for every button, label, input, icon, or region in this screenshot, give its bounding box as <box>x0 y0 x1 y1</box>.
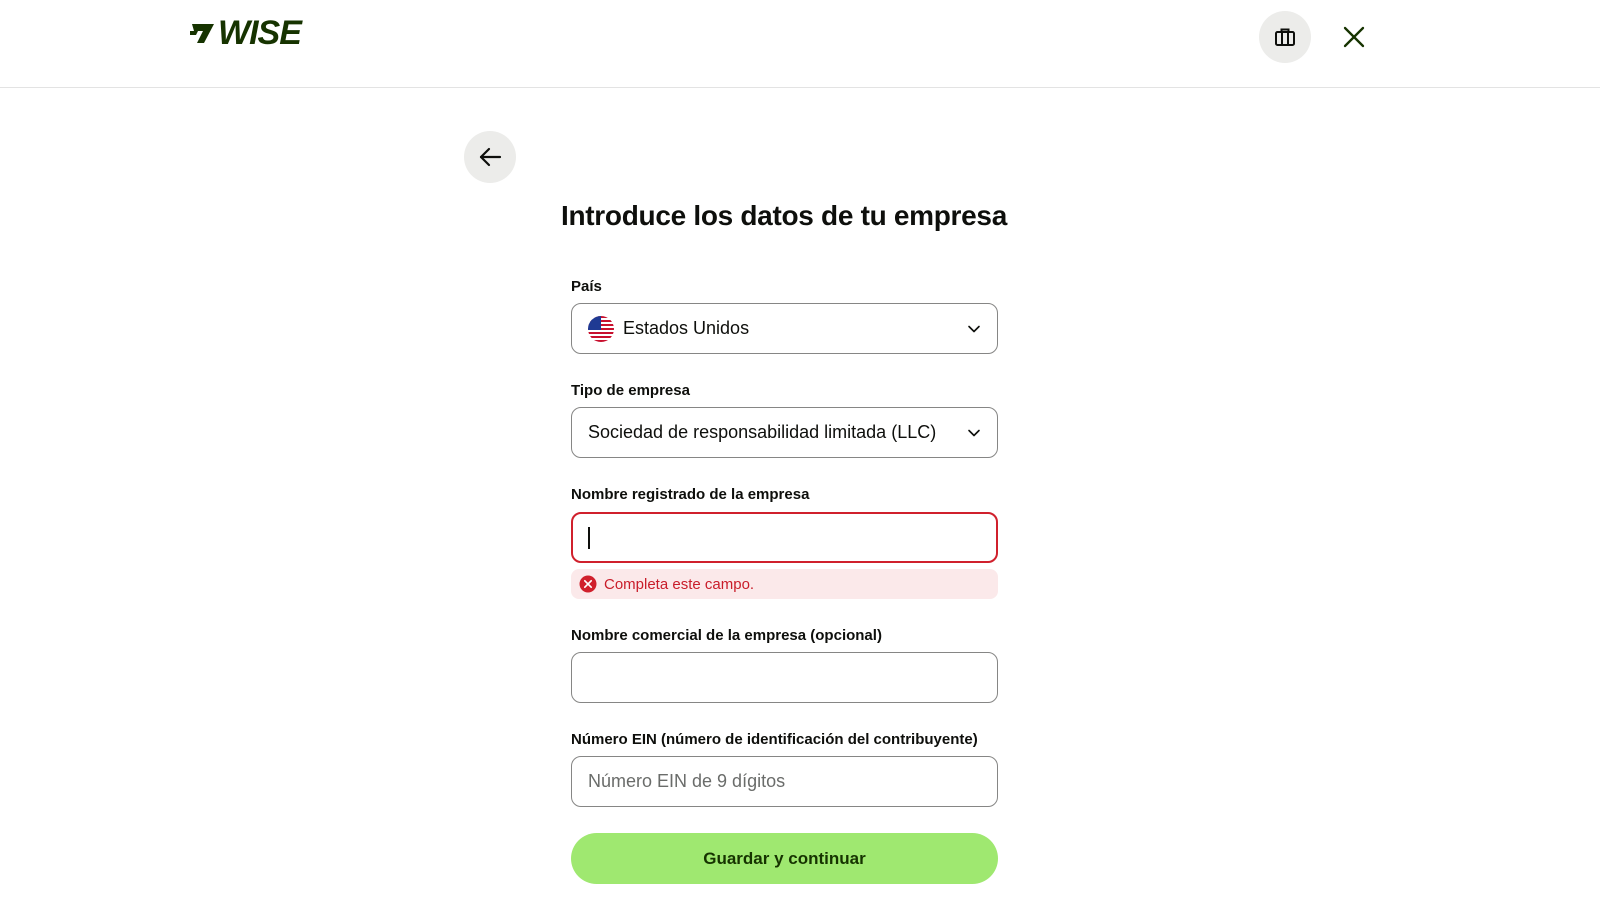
ein-field[interactable] <box>588 771 981 792</box>
back-button[interactable] <box>464 131 516 183</box>
wise-logo[interactable] <box>190 14 301 52</box>
registered-name-label: Nombre registrado de la empresa <box>571 486 810 503</box>
company-type-label: Tipo de empresa <box>571 382 690 399</box>
country-label: País <box>571 278 602 295</box>
briefcase-icon <box>1274 27 1296 47</box>
logo-text: WISE <box>218 14 301 52</box>
country-select[interactable] <box>571 303 998 354</box>
trade-name-input[interactable] <box>571 652 998 703</box>
country-value: Estados Unidos <box>623 318 750 338</box>
company-type-value: Sociedad de responsabilidad limitada (LLC) <box>588 422 937 442</box>
business-account-button[interactable] <box>1259 11 1311 63</box>
page-title: Introduce los datos de tu empresa <box>561 200 1007 231</box>
arrow-left-icon <box>478 147 502 167</box>
us-flag-icon <box>588 316 614 342</box>
top-header <box>0 0 1600 88</box>
wise-flag-icon <box>190 21 216 45</box>
ein-input[interactable] <box>571 756 998 807</box>
save-continue-button[interactable]: Guardar y continuar <box>571 833 998 884</box>
trade-name-field[interactable] <box>588 667 981 688</box>
registered-name-error <box>571 569 998 599</box>
ein-label: Número EIN (número de identificación del contribuyente) <box>571 731 978 748</box>
trade-name-label: Nombre comercial de la empresa (opcional) <box>571 627 882 644</box>
close-button[interactable] <box>1332 15 1376 59</box>
registered-name-input[interactable] <box>571 512 998 563</box>
error-text: Completa este campo. <box>604 575 755 593</box>
chevron-down-icon <box>967 322 981 336</box>
close-icon <box>1343 26 1365 48</box>
chevron-down-icon <box>967 426 981 440</box>
text-cursor <box>588 527 590 549</box>
company-type-select[interactable] <box>571 407 998 458</box>
error-icon <box>579 575 597 593</box>
